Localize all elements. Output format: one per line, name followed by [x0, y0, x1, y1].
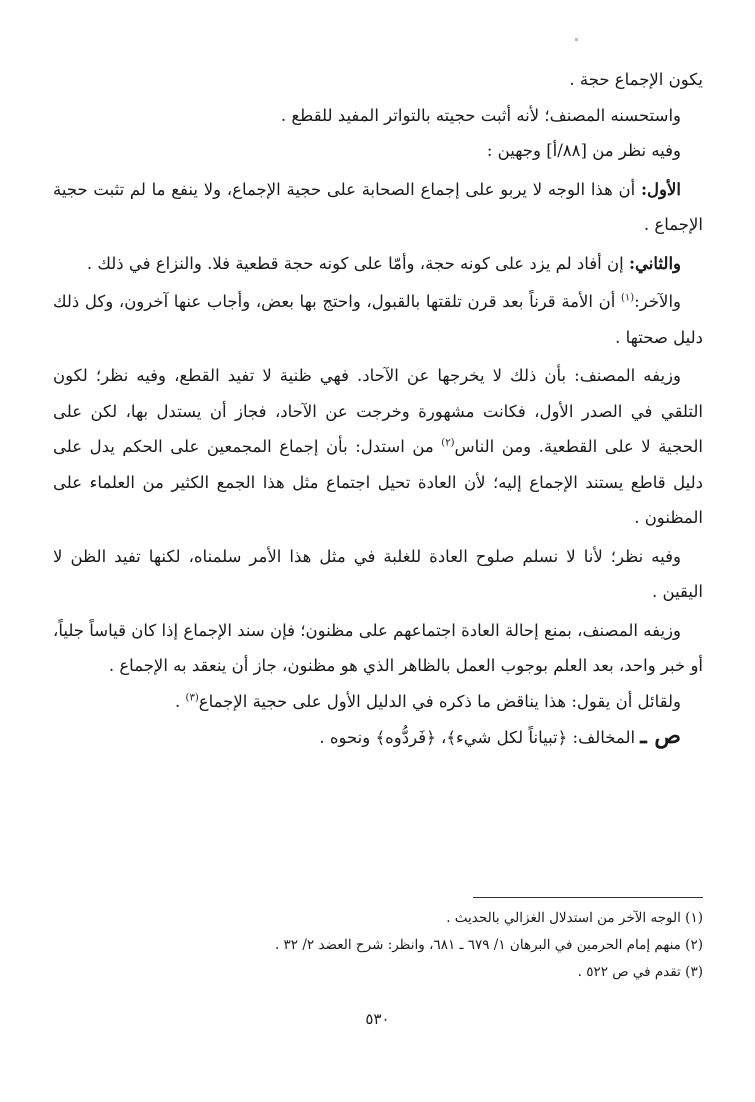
- page-number: ٥٣٠: [365, 1010, 390, 1028]
- paragraph-2: واستحسنه المصنف؛ لأنه أثبت حجيته بالتواتر المفيد للقطع .: [280, 105, 681, 125]
- second-point-text: إن أفاد لم يزد على كونه حجة، وأمّا على كونه حجة قطعية فلا. والنزاع في ذلك .: [86, 253, 629, 273]
- paragraph-7-start: وزيفه المصنف: بأن ذلك لا يخرجها عن الآحاد. فهي ظنية لا تفيد القطع، وفيه نظر؛ لكون التلقي في الصدر الأول، فكانت مشهورة وخرجت عن الآحاد، فجاز أن يستدل بها، لكن على الحجية لا على القطعية. ومن الناس: [53, 366, 703, 456]
- paragraph-3: وفيه نظر من [٨٨/أ] وجهين :: [486, 141, 681, 160]
- paragraph-second-point: [53, 246, 703, 282]
- paragraph-10-start: ولقائل أن يقول: هذا يناقض ما ذكره في الدليل الأول على حجية الإجماع: [198, 691, 681, 711]
- footnote-ref-1: (١): [620, 292, 635, 304]
- footnotes: [53, 905, 703, 986]
- main-text: [53, 62, 703, 756]
- paragraph-9: وزيفه المصنف، بمنع إحالة العادة اجتماعهم على مظنون؛ فإن سند الإجماع إذا كان قياساً جلياً، أو خبر واحد، بعد العلم بوجوب العمل بالظاهر الذي هو مظنون، جاز أن ينعقد به الإجماع .: [53, 620, 703, 675]
- paragraph-6-rest: أن الأمة قرناً بعد قرن تلقتها بالقبول، واحتج بها بعض، وأجاب عنها آخرون، وكل ذلك دليل صحتها .: [53, 292, 703, 347]
- footnote-2: (٢) منهم إمام الحرمين في البرهان ١/ ٦٧٩ ـ ٦٨١، وانظر: شرح العضد ٢/ ٣٢ .: [274, 937, 703, 953]
- paragraph-7-rest: من استدل: بأن إجماع المجمعين على الحكم يدل على دليل قاطع يستند الإجماع إليه؛ لأن العادة تحيل اجتماع مثل هذا الجمع الكثير من العلماء على المظنون .: [53, 437, 703, 527]
- paragraph-1: يكون الإجماع حجة .: [569, 70, 703, 89]
- footnote-1: (١) الوجه الآخر من استدلال الغزالي بالحديث .: [446, 910, 703, 926]
- paragraph-11: [53, 719, 703, 756]
- sad-marker: ص ـ: [640, 723, 681, 749]
- paragraph-7: [53, 358, 703, 536]
- paragraph-first-point: [53, 172, 703, 243]
- footnote-3: (٣) تقدم في ص ٥٢٢ .: [577, 964, 703, 980]
- first-point-heading: الأول:: [640, 179, 681, 199]
- paragraph-10-end: .: [175, 691, 186, 711]
- paragraph-8: وفيه نظر؛ لأنا لا نسلم صلوح العادة للغلبة في مثل هذا الأمر سلمناه، لكنها تفيد الظن لا اليقين .: [53, 546, 703, 601]
- second-point-heading: والثاني:: [628, 253, 681, 273]
- footnote-ref-2: (٢): [441, 437, 455, 449]
- paragraph-6-start: والآخر:: [634, 292, 681, 311]
- paragraph-11-text: المخالف: ﴿تبياناً لكل شيء﴾، ﴿فَردُّوه﴾ ونحوه .: [319, 728, 641, 747]
- paragraph-6: [53, 284, 703, 355]
- scan-speck: [575, 38, 578, 41]
- first-point-text: أن هذا الوجه لا يربو على إجماع الصحابة على حجية الإجماع، ولا ينفع ما لم تثبت حجية الإجماع .: [53, 179, 703, 234]
- footnote-ref-3: (٣): [185, 692, 199, 703]
- paragraph-10: [53, 684, 703, 720]
- footnote-divider: [473, 897, 703, 898]
